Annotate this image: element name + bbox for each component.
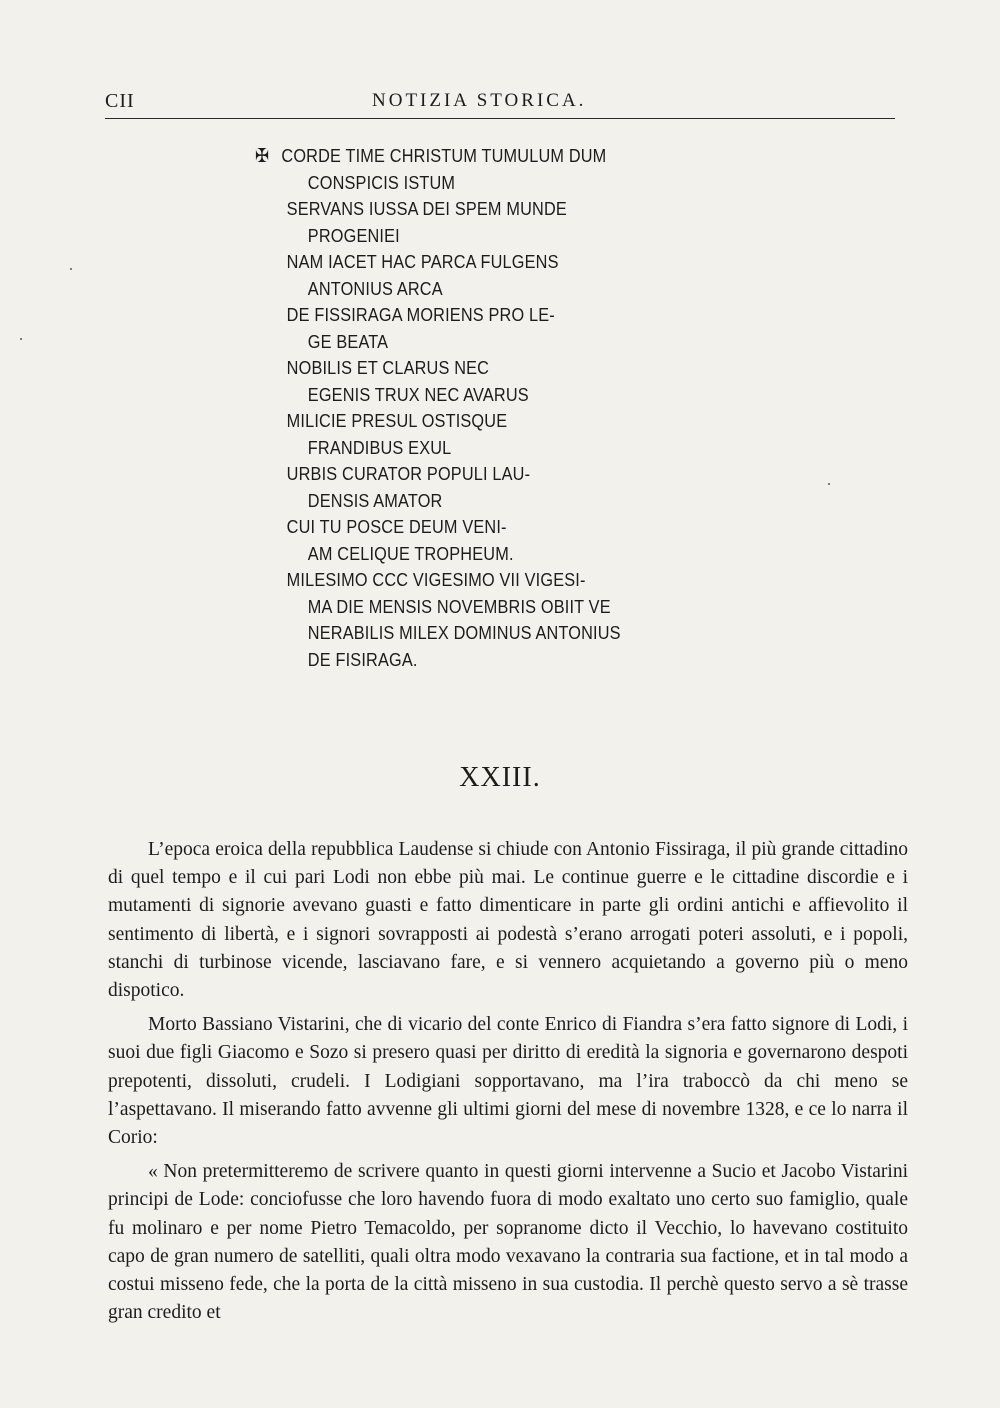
inscription-line: URBIS CURATOR POPULI LAU- bbox=[286, 463, 531, 484]
paragraph: L’epoca eroica della repubblica Laudense si chiude con Antonio Fissiraga, il più grande cittadino di quel tempo e il cui pari Lodi non ebbe più mai. Le continue guerre e le cittadine discordie e i mutamenti di signorie avevano guasti e fatto dimenticare in parte gli ordini antichi e affievolito il sentimento di libertà, e i signori sovrapposti ai podestà s’erano arrogati poteri assoluti, e i popoli, stanchi di turbinose vicende, lasciavano fare, e si vennero acquietando a governo più o meno dispotico. bbox=[108, 839, 908, 1002]
inscription-line: DENSIS AMATOR bbox=[307, 489, 443, 511]
inscription-line: SERVANS IUSSA DEI SPEM MUNDE bbox=[286, 198, 567, 219]
inscription-line: FRANDIBUS EXUL bbox=[307, 436, 452, 458]
paragraph: « Non pretermitteremo de scrivere quanto in questi giorni intervenne a Sucio et Jacobo Vistarini principi de Lode: conciofusse che loro havendo fuora di modo exaltato uno certo suo famiglio, quale fu molinaro e per nome Pietro Temacoldo, per sopranome dicto il Vecchio, lo havevano costituito capo de gran numero de satelliti, quali oltra modo vexavano la contraria sua factione, et in tal modo a costui misseno fede, che la porta de la città misseno in sua custodia. Il perchè questo servo a sè trasse gran credito et bbox=[108, 1161, 908, 1324]
inscription-line: NAM IACET HAC PARCA FULGENS bbox=[286, 251, 559, 272]
inscription-line: EGENIS TRUX NEC AVARUS bbox=[307, 383, 529, 405]
inscription-line: MA DIE MENSIS NOVEMBRIS OBIIT VE bbox=[307, 595, 611, 617]
inscription-line: MILICIE PRESUL OSTISQUE bbox=[286, 410, 508, 431]
epitaph-inscription bbox=[255, 143, 669, 673]
inscription-line: ANTONIUS ARCA bbox=[307, 277, 443, 299]
inscription-line: NOBILIS ET CLARUS NEC bbox=[286, 357, 490, 378]
paper-speck bbox=[828, 483, 830, 485]
inscription-line: PROGENIEI bbox=[307, 224, 400, 246]
inscription-line: GE BEATA bbox=[307, 330, 389, 352]
paragraph: Morto Bassiano Vistarini, che di vicario del conte Enrico di Fiandra s’era fatto signore di Lodi, i suoi due figli Giacomo e Sozo si presero quasi per diritto di eredità la signoria e governarono despoti prepotenti, dissoluti, crudeli. I Lodigiani sopportavano, ma l’ira traboccò da chi meno se l’aspettavano. Il miserando fatto avvenne gli ultimi giorni del mese di novembre 1328, e ce lo narra il Corio: bbox=[108, 1014, 908, 1149]
inscription-line: DE FISSIRAGA MORIENS PRO LE- bbox=[286, 304, 555, 325]
cross-icon: ✠ bbox=[255, 146, 270, 167]
inscription-line: ✠ CORDE TIME CHRISTUM TUMULUM DUM bbox=[255, 143, 669, 170]
inscription-line: MILESIMO CCC VIGESIMO VII VIGESI- bbox=[286, 569, 586, 590]
body-text bbox=[108, 836, 908, 1327]
inscription-line: CUI TU POSCE DEUM VENI- bbox=[286, 516, 507, 537]
section-heading: XXIII. bbox=[459, 762, 541, 793]
page-number: CII bbox=[105, 90, 135, 112]
inscription-line: AM CELIQUE TROPHEUM. bbox=[307, 542, 514, 564]
inscription-line: DE FISIRAGA. bbox=[307, 648, 418, 670]
paper-speck bbox=[20, 338, 22, 340]
inscription-line: CONSPICIS ISTUM bbox=[307, 171, 456, 193]
running-title: NOTIZIA STORICA. bbox=[372, 90, 587, 111]
paper-speck bbox=[70, 268, 72, 270]
inscription-line: NERABILIS MILEX DOMINUS ANTONIUS bbox=[307, 622, 621, 643]
running-header bbox=[105, 88, 895, 119]
